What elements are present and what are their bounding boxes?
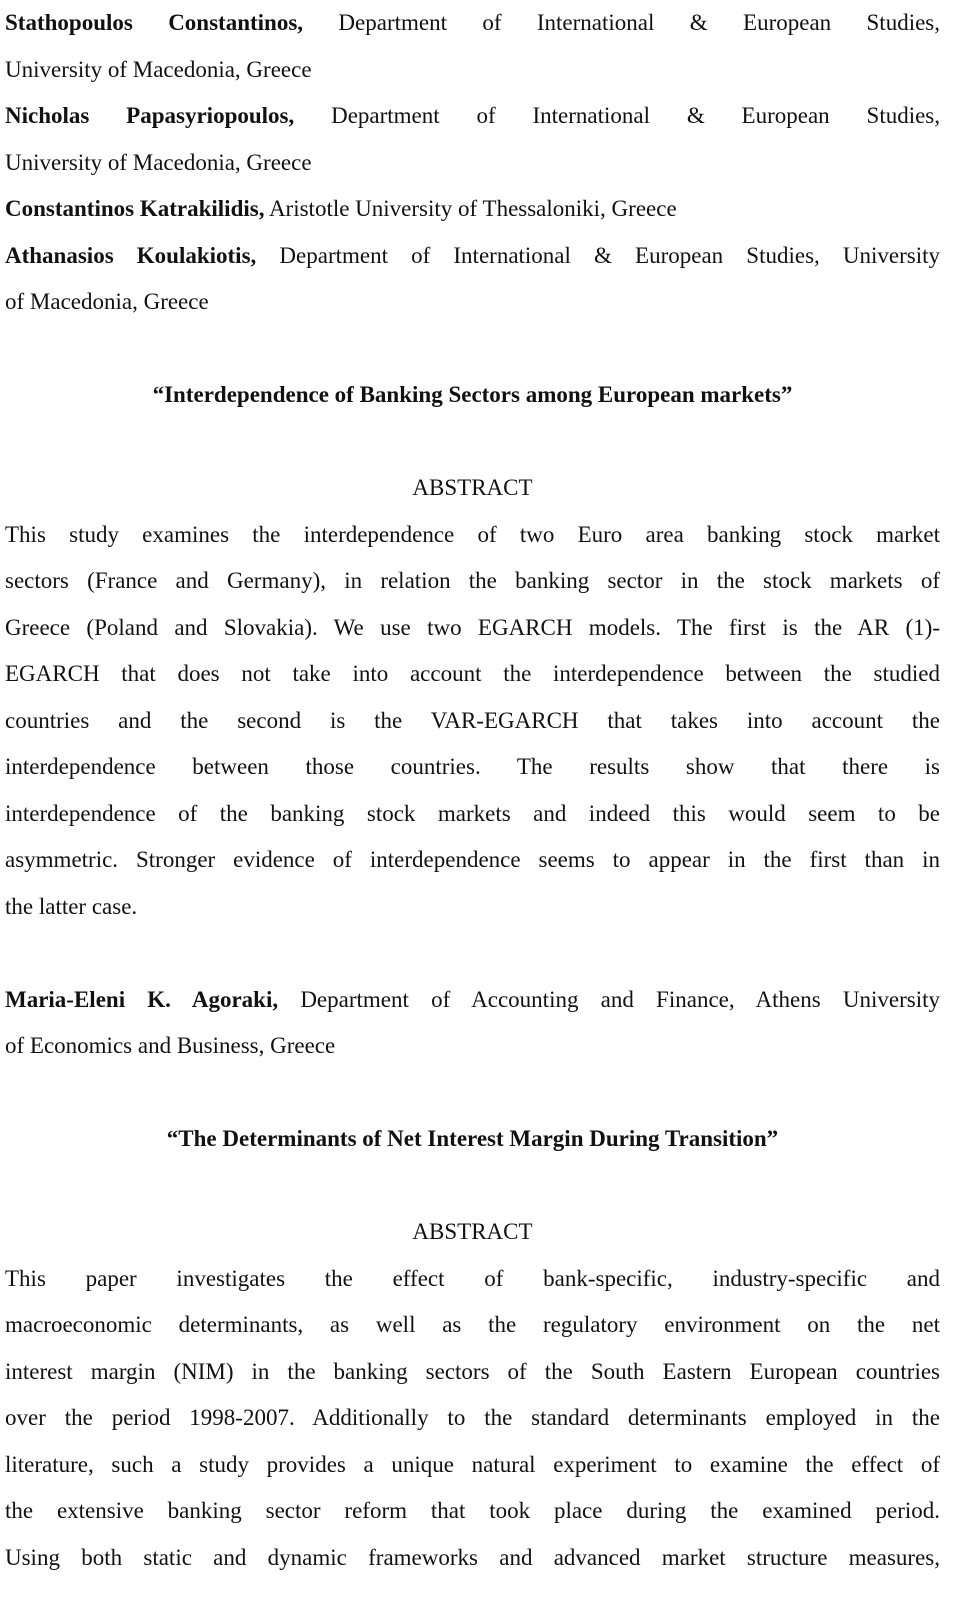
author-affiliation-line: University of Macedonia, Greece (5, 149, 312, 175)
paper2-title: “The Determinants of Net Interest Margin During Transition” (166, 1126, 779, 1151)
author-affiliation: Aristotle University of Thessaloniki, Greece (268, 196, 677, 221)
author-name: Stathopoulos Constantinos, (5, 10, 304, 35)
paper2-abstract (5, 1256, 940, 1582)
author-name: Constantinos Katrakilidis, (5, 196, 265, 221)
author-affiliation-line (5, 186, 940, 233)
author-affiliation-line (5, 93, 940, 140)
abstract-line: asymmetric. Stronger evidence of interdependence seems to appear in the first than in (5, 847, 940, 872)
author-affiliation-line (5, 233, 940, 280)
author-affiliation-line: of Macedonia, Greece (5, 289, 209, 314)
abstract-line: EGARCH that does not take into account the interdependence between the studied (5, 661, 940, 686)
author-affiliation-line (5, 977, 940, 1024)
author-affiliation-line (5, 0, 940, 47)
author-affiliation-line: of Economics and Business, Greece (5, 1033, 336, 1058)
abstract-line: macroeconomic determinants, as well as the regulatory environment on the net (5, 1312, 940, 1337)
spacer (5, 1070, 940, 1117)
abstract-line: interdependence of the banking stock markets and indeed this would seem to be (5, 800, 940, 826)
spacer (5, 419, 940, 466)
paper1-title: “Interdependence of Banking Sectors among European markets” (152, 382, 793, 407)
author-name: Maria-Eleni K. Agoraki, (5, 986, 279, 1012)
abstract-line: sectors (France and Germany), in relation the banking sector in the stock markets of (5, 568, 940, 593)
paper2-authors (5, 977, 940, 1070)
abstract-line: interdependence between those countries. The results show that there is (5, 754, 940, 779)
author-affiliation-line: University of Macedonia, Greece (5, 56, 312, 82)
paper1-abstract (5, 512, 940, 931)
author-name: Athanasios Koulakiotis, (5, 242, 257, 268)
paper1-abstract-heading: ABSTRACT (412, 475, 533, 500)
author-affiliation: Department of International & European Studies, University (279, 242, 941, 268)
spacer (5, 326, 940, 373)
abstract-line: countries and the second is the VAR-EGARCH that takes into account the (5, 707, 940, 733)
author-affiliation: Department of International & European Studies, (338, 10, 940, 35)
paper2-abstract-heading: ABSTRACT (412, 1219, 533, 1244)
abstract-line: Greece (Poland and Slovakia). We use two EGARCH models. The first is the AR (1)- (5, 614, 940, 640)
abstract-line: the extensive banking sector reform that took place during the examined period. (5, 1498, 940, 1523)
author-affiliation: Department of Accounting and Finance, Athens University (300, 986, 940, 1012)
abstract-line: the latter case. (5, 893, 138, 919)
paper1-authors (5, 0, 940, 326)
abstract-line: over the period 1998-2007. Additionally to the standard determinants employed in the (5, 1405, 940, 1430)
abstract-line: Using both static and dynamic frameworks and advanced market structure measures, (5, 1544, 940, 1570)
author-name: Nicholas Papasyriopoulos, (5, 103, 295, 128)
abstract-line: literature, such a study provides a unique natural experiment to examine the effect of (5, 1451, 940, 1477)
abstract-line: interest margin (NIM) in the banking sectors of the South Eastern European countries (5, 1358, 940, 1384)
spacer (5, 930, 940, 977)
author-affiliation: Department of International & European Studies, (331, 103, 941, 128)
abstract-line: This study examines the interdependence of two Euro area banking stock market (5, 521, 940, 547)
abstract-line: This paper investigates the effect of bank-specific, industry-specific and (5, 1265, 940, 1291)
document-page (5, 0, 940, 1581)
spacer (5, 1163, 940, 1210)
